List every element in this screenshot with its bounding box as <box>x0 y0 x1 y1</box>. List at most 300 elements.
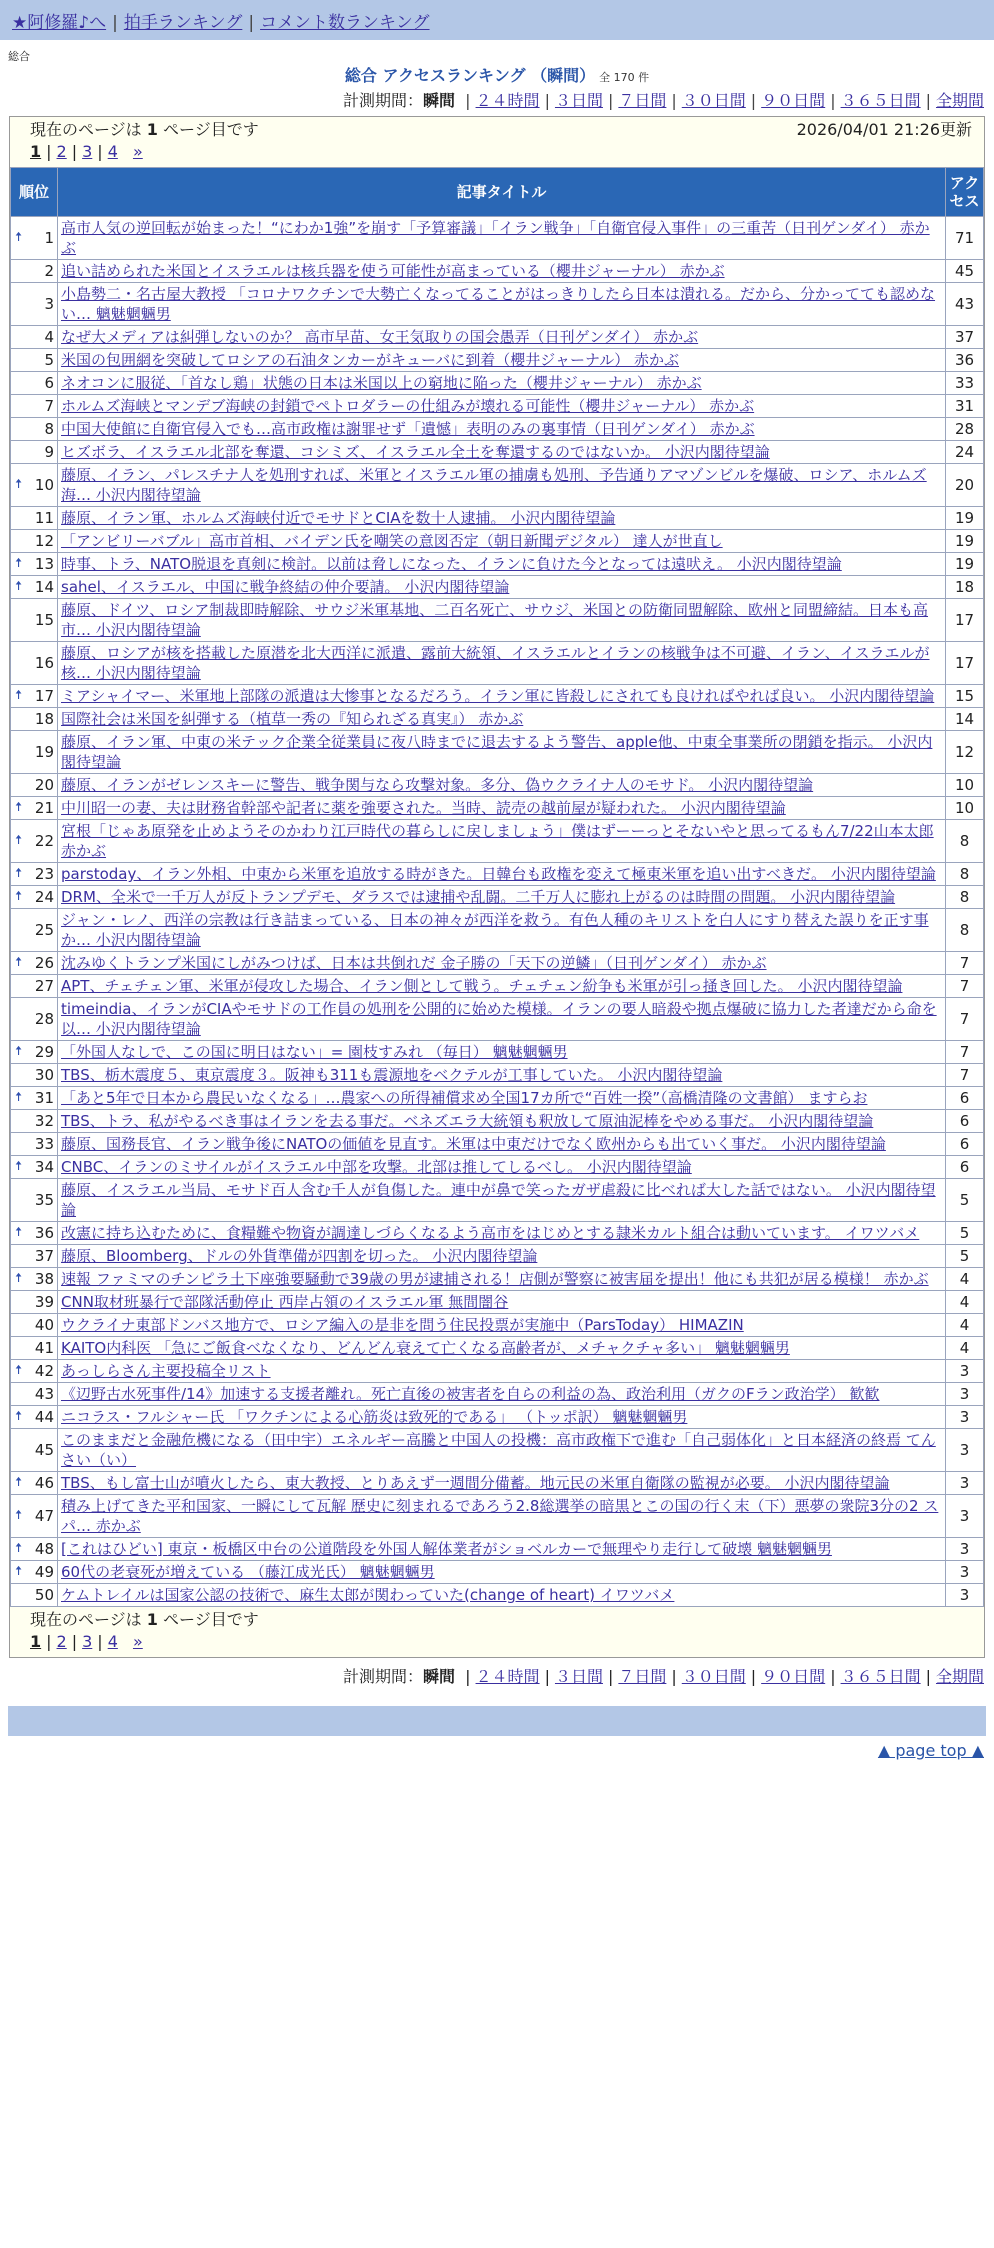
period-label: 計測期間： <box>343 91 424 110</box>
rank-cell <box>11 1561 57 1583</box>
rank-number: 12 <box>34 532 54 550</box>
access-count: 10 <box>946 797 983 819</box>
table-row <box>11 820 983 862</box>
rank-cell <box>11 952 57 974</box>
title-cell <box>58 909 945 951</box>
title-cell <box>58 599 945 641</box>
page-separator: | <box>97 1632 103 1651</box>
rank-number: 35 <box>34 1191 54 1209</box>
access-count: 19 <box>946 553 983 575</box>
access-count: 3 <box>946 1429 983 1471</box>
period-link[interactable]: ３日間 <box>554 1667 603 1686</box>
rank-cell <box>11 464 57 506</box>
rank-cell <box>11 1268 57 1290</box>
article-link[interactable]: 米国の包囲網を突破してロシアの石油タンカーがキューバに到着（櫻井ジャーナル） 赤かぶ <box>61 351 679 369</box>
col-access-header: アクセス <box>946 168 983 216</box>
access-count: 3 <box>946 1406 983 1428</box>
article-link[interactable]: 60代の老衰死が増えている （藤江成光氏） 魑魅魍魎男 <box>61 1563 435 1581</box>
rank-cell <box>11 530 57 552</box>
access-count: 8 <box>946 909 983 951</box>
access-count: 12 <box>946 731 983 773</box>
table-row <box>11 975 983 997</box>
period-separator: | <box>465 91 471 110</box>
period-link[interactable]: ３０日間 <box>681 1667 746 1686</box>
article-link[interactable]: [これはひどい] 東京・板橋区中台の公道階段を外国人解体業者がショベルカーで無理やり走行して破壊 魑魅魍魎男 <box>61 1540 832 1558</box>
article-link[interactable]: 「外国人なしで、この国に明日はない」= 園枝すみれ （毎日） 魑魅魍魎男 <box>61 1043 568 1061</box>
clap-ranking-link[interactable]: 拍手ランキング <box>123 13 243 33</box>
article-link[interactable]: 改憲に持ち込むために、食糧難や物資が調達しづらくなるよう高市をはじめとする隷米カルト組合は動いています。 イワツバメ <box>61 1224 920 1242</box>
title-cell <box>58 952 945 974</box>
article-link[interactable]: 小島勢二・名古屋大教授 「コロナワクチンで大勢亡くなってることがはっきりしたら日本は潰れる。だから、分かってても認めない… 魑魅魍魎男 <box>61 285 936 323</box>
access-count: 71 <box>946 217 983 259</box>
access-count: 4 <box>946 1314 983 1336</box>
page-top-link[interactable]: ▲ page top ▲ <box>877 1741 984 1760</box>
article-link[interactable]: ウクライナ東部ドンバス地方で、ロシア編入の是非を問う住民投票が実施中（ParsToday） HIMAZIN <box>61 1316 744 1334</box>
table-row <box>11 1268 983 1290</box>
updated-timestamp: 2026/04/01 21:26更新 <box>796 120 972 139</box>
article-link[interactable]: APT、チェチェン軍、米軍が侵攻した場合、イラン側として戦う。チェチェン紛争も米軍が引っ掻き回した。 小沢内閣待望論 <box>61 977 903 995</box>
rank-cell <box>11 886 57 908</box>
title-cell <box>58 1110 945 1132</box>
next-page-link[interactable]: » <box>132 142 143 161</box>
period-link[interactable]: ７日間 <box>618 91 667 110</box>
page-separator <box>123 1632 128 1651</box>
pager-top <box>10 117 984 167</box>
title-cell <box>58 685 945 707</box>
access-count: 7 <box>946 952 983 974</box>
article-link[interactable]: 高市人気の逆回転が始まった！“にわか1強”を崩す「予算審議」「イラン戦争」「自衛官侵入事件」の三重苦（日刊ゲンダイ） 赤かぶ <box>61 219 930 257</box>
period-selector <box>0 88 994 114</box>
article-link[interactable]: CNBC、イランのミサイルがイスラエル中部を攻撃。北部は推してしるべし。 小沢内閣待望論 <box>61 1158 692 1176</box>
article-link[interactable]: 沈みゆくトランプ米国にしがみつけば、日本は共倒れだ 金子勝の「天下の逆鱗」（日刊ゲンダイ） 赤かぶ <box>61 954 767 972</box>
access-count: 33 <box>946 372 983 394</box>
title-cell <box>58 1222 945 1244</box>
rank-cell <box>11 1337 57 1359</box>
table-row <box>11 1110 983 1132</box>
title-cell <box>58 1472 945 1494</box>
article-link[interactable]: ジャン・レノ、西洋の宗教は行き詰まっている、日本の神々が西洋を救う。有色人種のキリストを白人にすり替えた誤りを正す事か… 小沢内閣待望論 <box>61 911 929 949</box>
up-arrow-icon: 🠅 <box>15 1090 23 1105</box>
rank-number: 6 <box>44 374 54 392</box>
article-link[interactable]: 宮根「じゃあ原発を止めようそのかわり江戸時代の暮らしに戻しましょう」僕はずーーっとそないやと思ってるもん7/22山本太郎 赤かぶ <box>61 822 934 860</box>
up-arrow-icon: 🠅 <box>15 477 23 492</box>
ranking-title-text: 総合 アクセスランキング （瞬間） <box>344 66 596 85</box>
article-link[interactable]: 藤原、イスラエル当局、モサド百人含む千人が負傷した。連中が鼻で笑ったガザ虐殺に比べれば大した話ではない。 小沢内閣待望論 <box>61 1181 936 1219</box>
table-row <box>11 1156 983 1178</box>
nav-separator: | <box>112 13 118 33</box>
access-count: 3 <box>946 1383 983 1405</box>
table-row <box>11 1337 983 1359</box>
title-cell <box>58 1538 945 1560</box>
access-count: 4 <box>946 1337 983 1359</box>
period-separator: | <box>830 1667 836 1686</box>
access-count: 6 <box>946 1156 983 1178</box>
up-arrow-icon: 🠅 <box>15 1564 23 1579</box>
rank-cell <box>11 642 57 684</box>
page-separator: | <box>71 1632 78 1651</box>
rank-number: 37 <box>34 1247 54 1265</box>
top-nav-bar <box>0 0 994 40</box>
table-row <box>11 217 983 259</box>
title-cell <box>58 553 945 575</box>
rank-cell <box>11 685 57 707</box>
up-arrow-icon: 🠅 <box>15 1044 23 1059</box>
article-link[interactable]: 藤原、ロシアが核を搭載した原潜を北大西洋に派遣、露前大統領、イスラエルとイランの核戦争は不可避、イラン、イスラエルが核… 小沢内閣待望論 <box>61 644 930 682</box>
rank-number: 30 <box>34 1066 54 1084</box>
article-link[interactable]: TBS、栃木震度５、東京震度３。阪神も311も震源地をベクテルが工事していた。 小沢内閣待望論 <box>61 1066 723 1084</box>
up-arrow-icon: 🠅 <box>15 1409 23 1424</box>
title-cell <box>58 820 945 862</box>
title-cell <box>58 1064 945 1086</box>
period-separator: | <box>750 91 757 110</box>
access-count: 18 <box>946 576 983 598</box>
current-page-pre: 現在のページは <box>30 1610 147 1629</box>
pager-status-line <box>30 119 972 141</box>
access-count: 5 <box>946 1245 983 1267</box>
rank-number: 1 <box>44 229 54 247</box>
article-link[interactable]: このままだと金融危機になる（田中宇）エネルギー高騰と中国人の投機：高市政権下で進む「自己弱体化」と日本経済の終焉 てんさい（い） <box>61 1431 936 1469</box>
period-link[interactable]: 全期間 <box>935 91 984 110</box>
period-link[interactable]: ３０日間 <box>681 91 746 110</box>
table-row <box>11 349 983 371</box>
up-arrow-icon: 🠅 <box>15 955 23 970</box>
rank-cell <box>11 349 57 371</box>
rank-number: 44 <box>34 1408 54 1426</box>
period-link[interactable]: ２４時間 <box>475 1667 540 1686</box>
rank-cell <box>11 599 57 641</box>
table-row <box>11 998 983 1040</box>
article-link[interactable]: 国際社会は米国を糾弾する（植草一秀の『知られざる真実』） 赤かぶ <box>61 710 524 728</box>
article-link[interactable]: KAITO内科医 「急にご飯食べなくなり、どんどん衰えて亡くなる高齢者が、メチャクチャ多い」 魑魅魍魎男 <box>61 1339 790 1357</box>
rank-number: 19 <box>34 743 54 761</box>
current-page-text <box>30 119 259 141</box>
article-link[interactable]: CNN取材班暴行で部隊活動停止 西岸占領のイスラエル軍 無間闇谷 <box>61 1293 509 1311</box>
rank-cell <box>11 1041 57 1063</box>
table-row <box>11 1495 983 1537</box>
table-row <box>11 1383 983 1405</box>
article-link[interactable]: ケムトレイルは国家公認の技術で、麻生太郎が関わっていた(change of heart) イワツバメ <box>61 1586 675 1604</box>
title-cell <box>58 1133 945 1155</box>
footer-bar <box>8 1706 986 1736</box>
rank-cell <box>11 260 57 282</box>
rank-cell <box>11 1064 57 1086</box>
article-link[interactable]: 藤原、イラン軍、中東の米テック企業全従業員に夜八時までに退去するよう警告、apple他、中東全事業所の閉鎖を指示。 小沢内閣待望論 <box>61 733 933 771</box>
rank-cell <box>11 975 57 997</box>
access-count: 3 <box>946 1538 983 1560</box>
up-arrow-icon: 🠅 <box>15 866 23 881</box>
current-page-text <box>30 1609 259 1631</box>
title-cell <box>58 1041 945 1063</box>
access-count: 5 <box>946 1222 983 1244</box>
page-link[interactable]: 2 <box>56 142 67 161</box>
rank-number: 28 <box>34 1010 54 1028</box>
rank-cell <box>11 1087 57 1109</box>
home-link[interactable]: ★阿修羅♪へ <box>12 13 107 33</box>
access-count: 8 <box>946 863 983 885</box>
page-link[interactable]: 4 <box>107 1632 118 1651</box>
rank-cell <box>11 774 57 796</box>
article-link[interactable]: TBS、トラ、私がやるべき事はイランを去る事だ。ベネズエラ大統領も釈放して原油泥棒をやめる事だ。 小沢内閣待望論 <box>61 1112 874 1130</box>
title-cell <box>58 975 945 997</box>
period-link[interactable]: ３６５日間 <box>840 91 921 110</box>
period-current: 瞬間 <box>423 1667 456 1686</box>
nav-separator: | <box>248 13 255 33</box>
article-link[interactable]: 藤原、イランがゼレンスキーに警告、戦争関与なら攻撃対象。多分、偽ウクライナ人のモサド。 小沢内閣待望論 <box>61 776 814 794</box>
period-link[interactable]: ９０日間 <box>761 1667 826 1686</box>
table-header-row <box>11 168 983 216</box>
title-cell <box>58 1584 945 1606</box>
period-label: 計測期間： <box>343 1667 424 1686</box>
article-link[interactable]: 追い詰められた米国とイスラエルは核兵器を使う可能性が高まっている（櫻井ジャーナル） 赤かぶ <box>61 262 725 280</box>
period-separator: | <box>750 1667 757 1686</box>
table-row <box>11 708 983 730</box>
table-row <box>11 1472 983 1494</box>
table-row <box>11 774 983 796</box>
title-cell <box>58 441 945 463</box>
rank-cell <box>11 1110 57 1132</box>
access-count: 3 <box>946 1561 983 1583</box>
rank-number: 47 <box>34 1507 54 1525</box>
title-cell <box>58 797 945 819</box>
col-rank-header: 順位 <box>11 168 57 216</box>
table-row <box>11 797 983 819</box>
up-arrow-icon: 🠅 <box>15 1363 23 1378</box>
rank-cell <box>11 1584 57 1606</box>
access-count: 10 <box>946 774 983 796</box>
access-count: 24 <box>946 441 983 463</box>
rank-number: 50 <box>34 1586 54 1604</box>
access-count: 19 <box>946 530 983 552</box>
next-page-link[interactable]: » <box>132 1632 143 1651</box>
page-link[interactable]: 3 <box>82 1632 93 1651</box>
article-link[interactable]: 藤原、イラン、パレスチナ人を処刑すれば、米軍とイスラエル軍の捕虜も処刑、予告通りアマゾンビルを爆破、ロシア、ホルムズ海… 小沢内閣待望論 <box>61 466 927 504</box>
ranking-table-body <box>11 217 983 1606</box>
access-count: 3 <box>946 1472 983 1494</box>
table-row <box>11 1538 983 1560</box>
article-link[interactable]: TBS、もし富士山が噴火したら、東大教授、とりあえず一週間分備蓄。地元民の米軍自衛隊の監視が必要。 小沢内閣待望論 <box>61 1474 890 1492</box>
page-link[interactable]: 2 <box>56 1632 67 1651</box>
article-link[interactable]: parstoday、イラン外相、中東から米軍を追放する時がきた。日韓台も政権を変えて極東米軍を追い出すべきだ。 小沢内閣待望論 <box>61 865 936 883</box>
title-cell <box>58 708 945 730</box>
article-link[interactable]: DRM、全米で一千万人が反トランプデモ、ダラスでは逮捕や乱闘。二千万人に膨れ上がるのは時間の問題。 小沢内閣待望論 <box>61 888 896 906</box>
article-link[interactable]: 《辺野古水死事件/14》加速する支援者離れ。死亡直後の被害者を自らの利益の為、政治利用（ガクのFラン政治学） 歓歓 <box>61 1385 880 1403</box>
title-cell <box>58 998 945 1040</box>
comment-ranking-link[interactable]: コメント数ランキング <box>260 13 430 33</box>
title-cell <box>58 1156 945 1178</box>
article-link[interactable]: 時事、トラ、NATO脱退を真剣に検討。以前は脅しになった、イランに負けた今となっては遠吠え。 小沢内閣待望論 <box>61 555 842 573</box>
page-separator: | <box>46 142 52 161</box>
up-arrow-icon: 🠅 <box>15 1159 23 1174</box>
rank-cell <box>11 553 57 575</box>
article-link[interactable]: timeindia、イランがCIAやモサドの工作員の処刑を公開的に始めた模様。イランの要人暗殺や拠点爆破に協力した者達だから命を以… 小沢内閣待望論 <box>61 1000 937 1038</box>
rank-cell <box>11 372 57 394</box>
title-cell <box>58 1245 945 1267</box>
page-link-current: 1 <box>30 142 42 161</box>
access-count: 8 <box>946 820 983 862</box>
article-link[interactable]: 速報 ファミマのチンピラ土下座強要騒動で39歳の男が逮捕される！店側が警察に被害届を提出！他にも共犯が居る模様！ 赤かぶ <box>61 1270 929 1288</box>
rank-number: 36 <box>34 1224 54 1242</box>
rank-number: 45 <box>34 1441 54 1459</box>
title-cell <box>58 863 945 885</box>
up-arrow-icon: 🠅 <box>15 1475 23 1490</box>
up-arrow-icon: 🠅 <box>15 1541 23 1556</box>
rank-number: 46 <box>34 1474 54 1492</box>
rank-cell <box>11 1133 57 1155</box>
current-page-pre: 現在のページは <box>30 120 147 139</box>
table-row <box>11 863 983 885</box>
pager-status-line <box>30 1609 972 1631</box>
up-arrow-icon: 🠅 <box>15 230 23 245</box>
access-count: 14 <box>946 708 983 730</box>
table-row <box>11 1429 983 1471</box>
period-separator: | <box>544 1667 550 1686</box>
rank-number: 38 <box>34 1270 54 1288</box>
access-count: 7 <box>946 1064 983 1086</box>
rank-number: 13 <box>34 555 54 573</box>
article-link[interactable]: 積み上げてきた平和国家、一瞬にして瓦解 歴史に刻まれるであろう2.8総選挙の暗黒とこの国の行く末（下）悪夢の衆院3分の2 スパ… 赤かぶ <box>61 1497 939 1535</box>
table-row <box>11 372 983 394</box>
rank-number: 8 <box>44 420 54 438</box>
access-count: 45 <box>946 260 983 282</box>
article-link[interactable]: 「あと5年で日本から農民いなくなる」…農家への所得補償求め全国17カ所で“百姓一揆”（高橋清隆の文書館） ますらお <box>61 1089 868 1107</box>
access-count: 28 <box>946 418 983 440</box>
article-link[interactable]: 藤原、Bloomberg、ドルの外貨準備が四割を切った。 小沢内閣待望論 <box>61 1247 538 1265</box>
rank-number: 33 <box>34 1135 54 1153</box>
article-link[interactable]: ニコラス・フルシャー氏 「ワクチンによる心筋炎は致死的である」 （トッポ訳） 魑魅魍魎男 <box>61 1408 688 1426</box>
up-arrow-icon: 🠅 <box>15 1271 23 1286</box>
table-row <box>11 1406 983 1428</box>
rank-number: 7 <box>44 397 54 415</box>
access-count: 19 <box>946 507 983 529</box>
ranking-box <box>9 116 985 1658</box>
rank-cell <box>11 1245 57 1267</box>
article-link[interactable]: sahel、イスラエル、中国に戦争終結の仲介要請。 小沢内閣待望論 <box>61 578 510 596</box>
title-cell <box>58 1561 945 1583</box>
access-count: 17 <box>946 642 983 684</box>
page-link[interactable]: 3 <box>82 142 93 161</box>
title-cell <box>58 774 945 796</box>
rank-number: 22 <box>34 832 54 850</box>
table-row <box>11 731 983 773</box>
period-link[interactable]: ３日間 <box>554 91 603 110</box>
page-link[interactable]: 4 <box>107 142 118 161</box>
page-title <box>0 64 994 88</box>
period-separator: | <box>925 91 931 110</box>
rank-cell <box>11 1314 57 1336</box>
title-cell <box>58 642 945 684</box>
access-count: 15 <box>946 685 983 707</box>
table-row <box>11 1064 983 1086</box>
table-row <box>11 576 983 598</box>
title-cell <box>58 507 945 529</box>
rank-number: 31 <box>34 1089 54 1107</box>
col-title-header: 記事タイトル <box>58 168 945 216</box>
table-row <box>11 642 983 684</box>
article-link[interactable]: 藤原、イラン軍、ホルムズ海峡付近でモサドとCIAを数十人逮捕。 小沢内閣待望論 <box>61 509 616 527</box>
article-link[interactable]: ミアシャイマー、米軍地上部隊の派遣は大惨事となるだろう。イラン軍に皆殺しにされても良ければやれば良い。 小沢内閣待望論 <box>61 687 935 705</box>
article-link[interactable]: ホルムズ海峡とマンデブ海峡の封鎖でペトロダラーの仕組みが壊れる可能性（櫻井ジャーナル） 赤かぶ <box>61 397 755 415</box>
rank-cell <box>11 797 57 819</box>
table-row <box>11 553 983 575</box>
rank-cell <box>11 1360 57 1382</box>
article-link[interactable]: ネオコンに服従、「首なし鶏」状態の日本は米国以上の窮地に陥った（櫻井ジャーナル） 赤かぶ <box>61 374 702 392</box>
access-count: 7 <box>946 975 983 997</box>
table-row <box>11 886 983 908</box>
period-separator: | <box>671 1667 677 1686</box>
rank-cell <box>11 1495 57 1537</box>
period-link[interactable]: ３６５日間 <box>840 1667 921 1686</box>
period-link[interactable]: ２４時間 <box>475 91 540 110</box>
title-cell <box>58 326 945 348</box>
article-link[interactable]: 「アンビリーバブル」高市首相、バイデン氏を嘲笑の意図否定（朝日新聞デジタル） 達人が世直し <box>61 532 723 550</box>
title-cell <box>58 217 945 259</box>
article-link[interactable]: 中川昭一の妻、夫は財務省幹部や記者に薬を強要された。当時、読売の越前屋が疑われた。 小沢内閣待望論 <box>61 799 786 817</box>
article-link[interactable]: 藤原、国務長官、イラン戦争後にNATOの価値を見直す。米軍は中東だけでなく欧州からも出ていく事だ。 小沢内閣待望論 <box>61 1135 886 1153</box>
up-arrow-icon: 🠅 <box>15 1225 23 1240</box>
table-row <box>11 1561 983 1583</box>
rank-number: 24 <box>34 888 54 906</box>
rank-number: 20 <box>34 776 54 794</box>
period-separator: | <box>544 91 550 110</box>
rank-cell <box>11 1222 57 1244</box>
table-row <box>11 1087 983 1109</box>
period-link[interactable]: 全期間 <box>935 1667 984 1686</box>
table-row <box>11 395 983 417</box>
table-row <box>11 909 983 951</box>
page-link-current: 1 <box>30 1632 42 1651</box>
table-row <box>11 1360 983 1382</box>
period-link[interactable]: ７日間 <box>618 1667 667 1686</box>
rank-number: 9 <box>44 443 54 461</box>
rank-number: 27 <box>34 977 54 995</box>
title-cell <box>58 1429 945 1471</box>
rank-cell <box>11 418 57 440</box>
access-count: 43 <box>946 283 983 325</box>
article-link[interactable]: あっしらさん主要投稿全リスト <box>61 1362 271 1380</box>
title-cell <box>58 283 945 325</box>
access-count: 5 <box>946 1179 983 1221</box>
rank-number: 26 <box>34 954 54 972</box>
rank-cell <box>11 1383 57 1405</box>
article-link[interactable]: 中国大使館に自衛官侵入でも…高市政権は謝罪せず「遺憾」表明のみの裏事情（日刊ゲンダイ） 赤かぶ <box>61 420 755 438</box>
rank-number: 14 <box>34 578 54 596</box>
current-page-number: 1 <box>146 120 158 139</box>
period-links <box>460 1667 984 1686</box>
rank-number: 18 <box>34 710 54 728</box>
period-link[interactable]: ９０日間 <box>761 91 826 110</box>
pager-bottom <box>10 1607 984 1657</box>
article-link[interactable]: ヒズボラ、イスラエル北部を奪還、コシミズ、イスラエル全土を奪還するのではないか。 小沢内閣待望論 <box>61 443 770 461</box>
genre-tag: 総合 <box>8 50 30 63</box>
rank-cell <box>11 576 57 598</box>
up-arrow-icon: 🠅 <box>15 556 23 571</box>
table-row <box>11 1584 983 1606</box>
access-count: 7 <box>946 998 983 1040</box>
article-link[interactable]: 藤原、ドイツ、ロシア制裁即時解除、サウジ米軍基地、二百名死亡、サウジ、米国との防衛同盟解除、欧州と同盟締結。日本も高市… 小沢内閣待望論 <box>61 601 929 639</box>
rank-cell <box>11 395 57 417</box>
article-link[interactable]: なぜ大メディアは糾弾しないのか？ 高市早苗、女王気取りの国会愚弄（日刊ゲンダイ） 赤かぶ <box>61 328 699 346</box>
rank-cell <box>11 998 57 1040</box>
title-cell <box>58 731 945 773</box>
ranking-table <box>10 167 984 1607</box>
title-cell <box>58 464 945 506</box>
rank-cell <box>11 1406 57 1428</box>
access-count: 31 <box>946 395 983 417</box>
page-top-row <box>0 1736 994 1766</box>
table-row <box>11 530 983 552</box>
rank-number: 17 <box>34 687 54 705</box>
rank-cell <box>11 1156 57 1178</box>
